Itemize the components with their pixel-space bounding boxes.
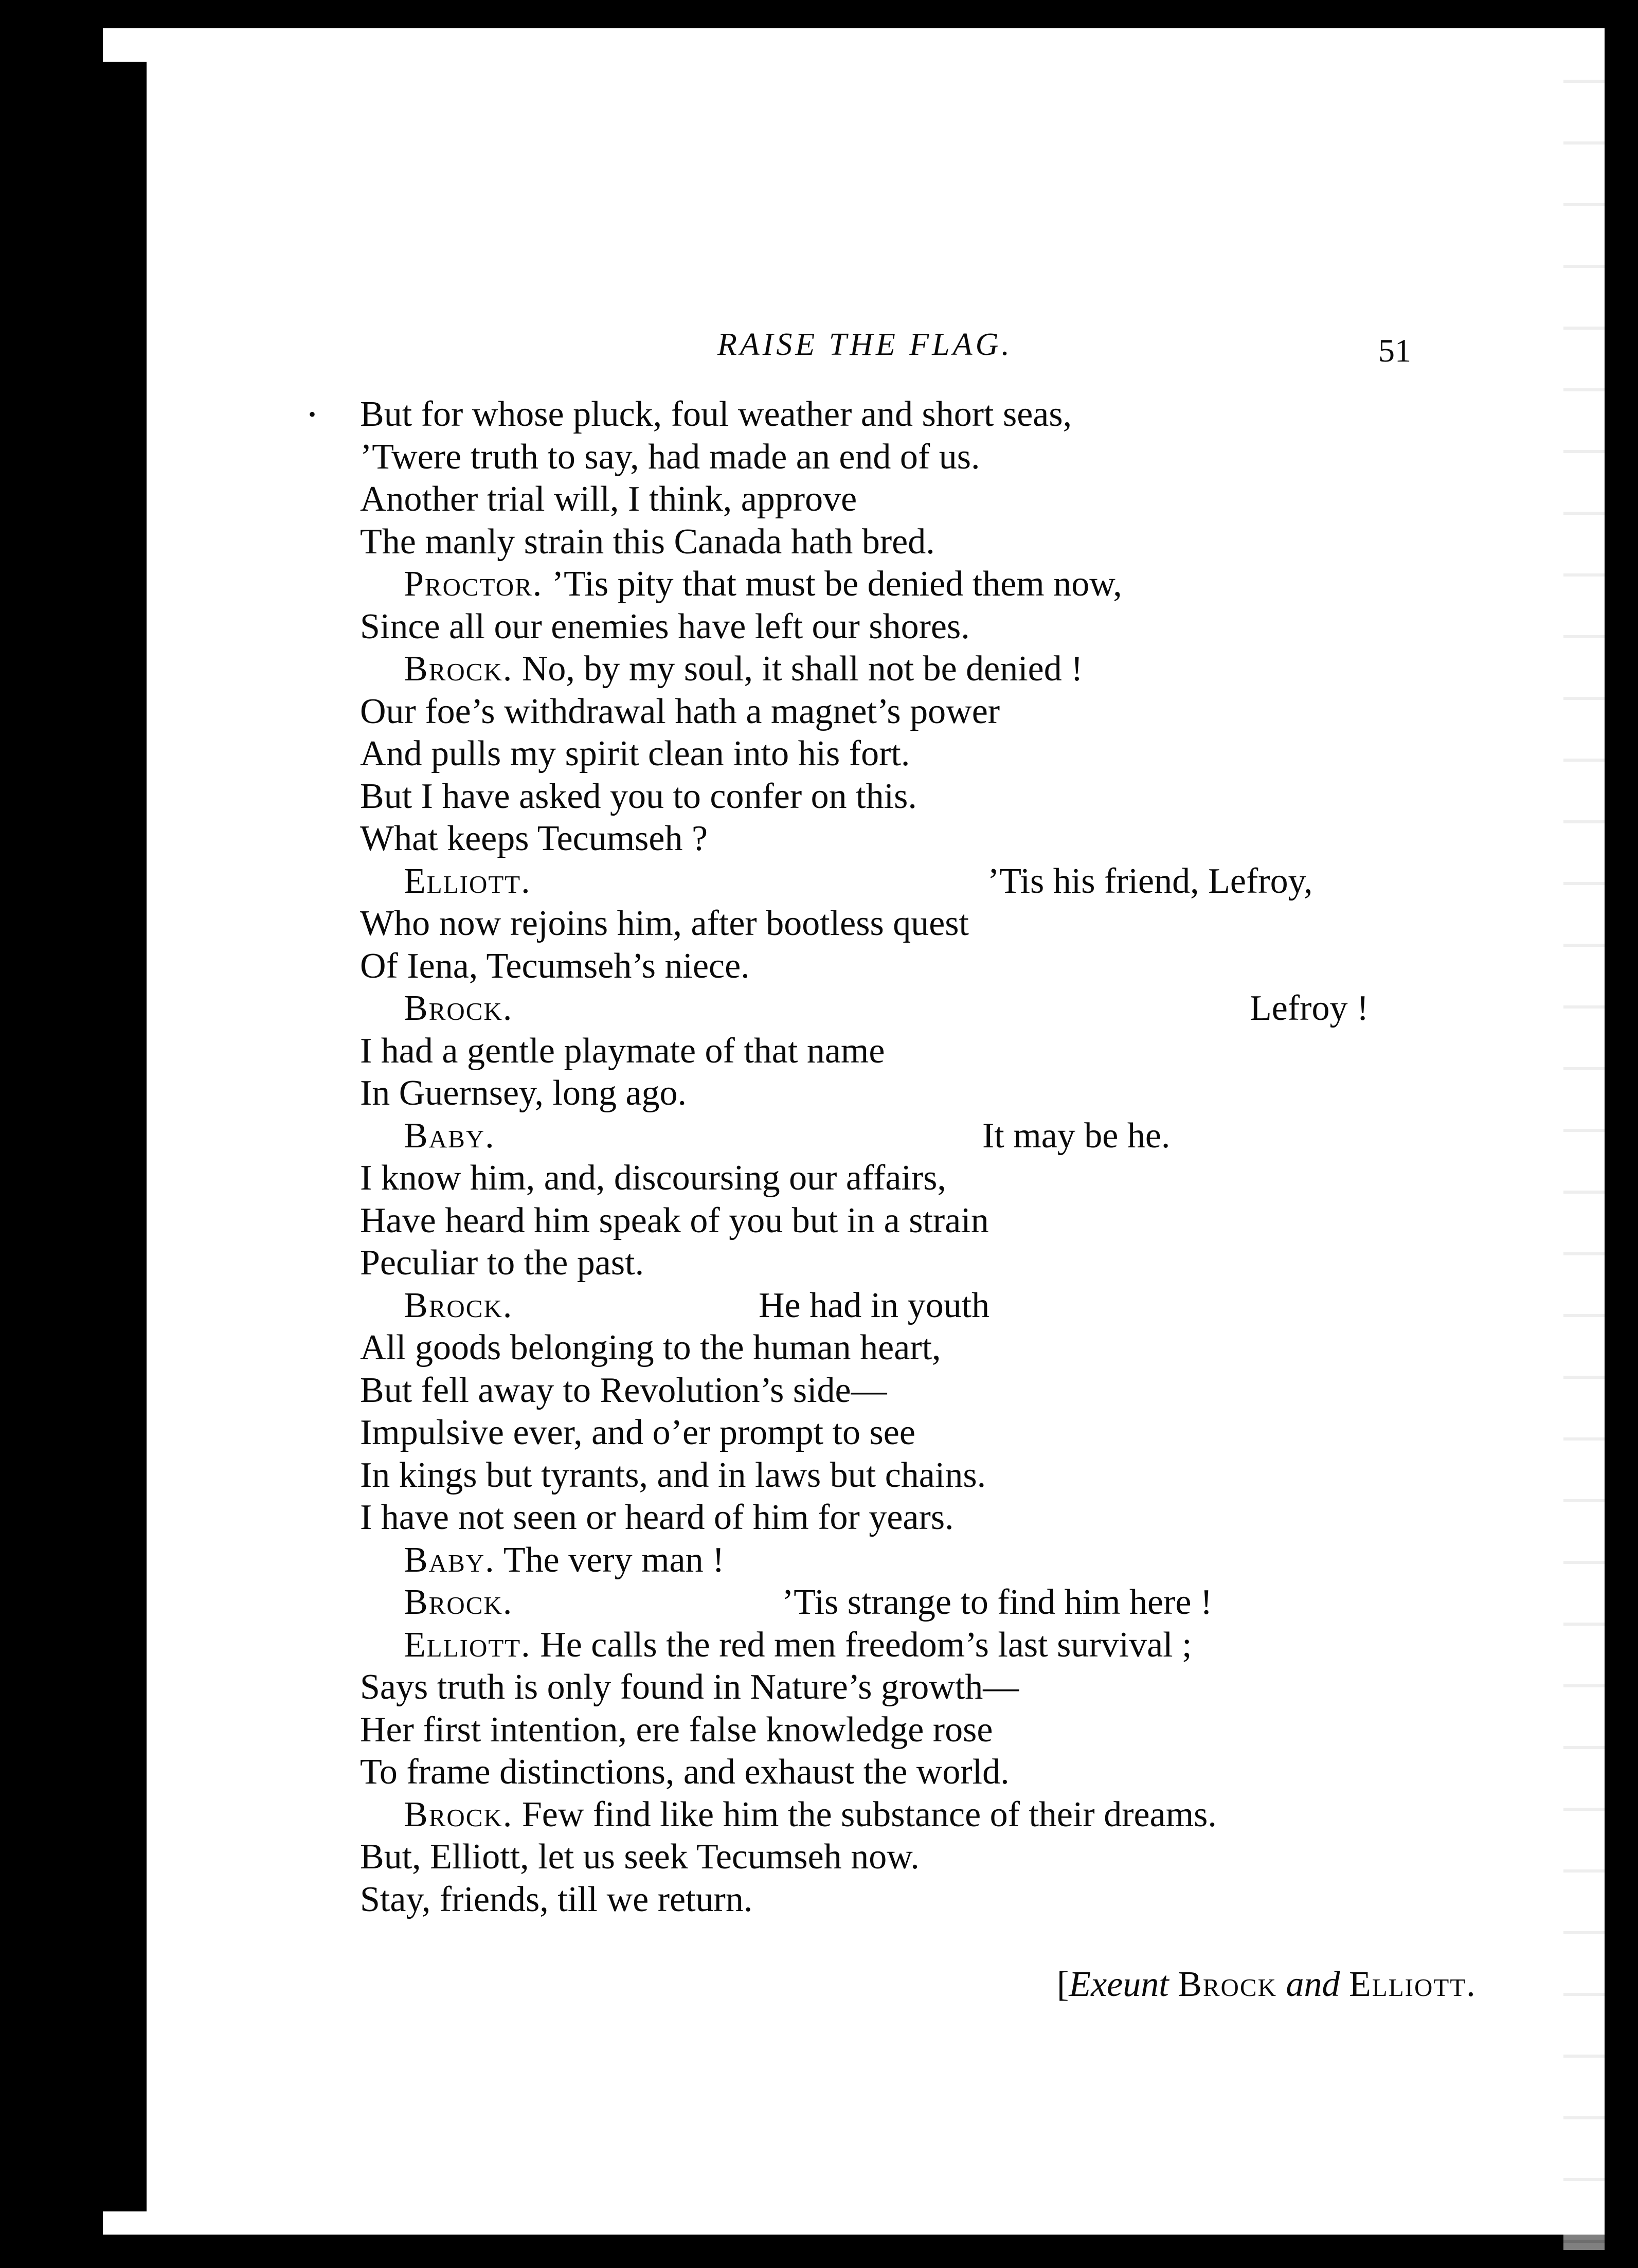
verse-line: Brock. Few find like him the substance of their dreams. (404, 1794, 1217, 1834)
page-number: 51 (1378, 332, 1411, 369)
speaker-name: Brock. (404, 1285, 513, 1325)
verse-line: ’Twere truth to say, had made an end of us. (360, 437, 980, 477)
verse-line: Her first intention, ere false knowledge rose (360, 1709, 993, 1750)
margin-dot: • (309, 403, 316, 426)
verse-line: Have heard him speak of you but in a strain (360, 1200, 989, 1240)
verse-line: In Guernsey, long ago. (360, 1073, 687, 1113)
running-title: RAISE THE FLAG. (717, 327, 1013, 362)
verse-line: Baby. The very man ! (404, 1540, 725, 1580)
speaker-name: Brock. (404, 988, 513, 1028)
verse-line: Stay, friends, till we return. (360, 1879, 753, 1919)
verse-line: I know him, and, discoursing our affairs, (360, 1158, 946, 1198)
verse-line: Since all our enemies have left our shores. (360, 606, 970, 646)
verse-line: The manly strain this Canada hath bred. (360, 521, 935, 562)
verse-line: I had a gentle playmate of that name (360, 1031, 885, 1071)
verse-line: I have not seen or heard of him for years. (360, 1498, 954, 1537)
scan-edge-noise (1563, 59, 1605, 2250)
verse-line: But fell away to Revolution’s side— (360, 1370, 887, 1410)
verse-line: Our foe’s withdrawal hath a magnet’s power (360, 691, 1000, 731)
verse-line: Who now rejoins him, after bootless quest (360, 904, 969, 943)
verse-line: Proctor. ’Tis pity that must be denied them now, (404, 564, 1122, 604)
verse-line: To frame distinctions, and exhaust the world. (360, 1752, 1010, 1792)
speaker-name: Baby. (404, 1540, 495, 1580)
book-binding-shadow (98, 62, 147, 2211)
stage-direction-line (360, 1921, 1491, 2004)
verse-line: Elliott. He calls the red men freedom’s last survival ; (404, 1625, 1192, 1665)
verse-line: Brock. Lefroy ! (404, 988, 1369, 1028)
speaker-name: Brock. (404, 1794, 513, 1834)
speaker-name: Proctor. (404, 564, 543, 604)
speaker-name: Brock. (404, 1582, 513, 1622)
verse-line: All goods belonging to the human heart, (360, 1328, 941, 1367)
speaker-name: Elliott. (404, 1625, 531, 1665)
book-page (103, 28, 1605, 2235)
verse-line: Brock. No, by my soul, it shall not be denied ! (404, 649, 1083, 689)
verse-line: And pulls my spirit clean into his fort. (360, 734, 910, 773)
verse-line: Impulsive ever, and o’er prompt to see (360, 1413, 915, 1452)
verse-line: But, Elliott, let us seek Tecumseh now. (360, 1837, 920, 1877)
page-header (103, 316, 1605, 378)
verse-line: Another trial will, I think, approve (360, 479, 857, 519)
verse-line: Baby. It may be he. (404, 1115, 1171, 1156)
verse-line: Elliott. ’Tis his friend, Lefroy, (404, 861, 1313, 901)
verse-line: Brock. ’Tis strange to find him here ! (404, 1582, 1213, 1622)
verse-line: What keeps Tecumseh ? (360, 819, 708, 858)
verse-line: Of Iena, Tecumseh’s niece. (360, 946, 750, 986)
verse-text (309, 393, 1491, 2004)
speaker-name: Brock. (404, 649, 513, 689)
verse-line: But I have asked you to confer on this. (360, 776, 917, 816)
stage-direction: [Exeunt Brock and Elliott. (1057, 1964, 1477, 2004)
verse-line: Brock. He had in youth (404, 1285, 990, 1325)
speaker-name: Elliott. (404, 861, 531, 901)
speaker-name: Baby. (404, 1115, 495, 1156)
verse-line: Says truth is only found in Nature’s growth— (360, 1667, 1019, 1707)
verse-line: • But for whose pluck, foul weather and short seas, (360, 393, 1491, 436)
verse-line: In kings but tyrants, and in laws but chains. (360, 1455, 986, 1495)
verse-line: Peculiar to the past. (360, 1243, 644, 1283)
